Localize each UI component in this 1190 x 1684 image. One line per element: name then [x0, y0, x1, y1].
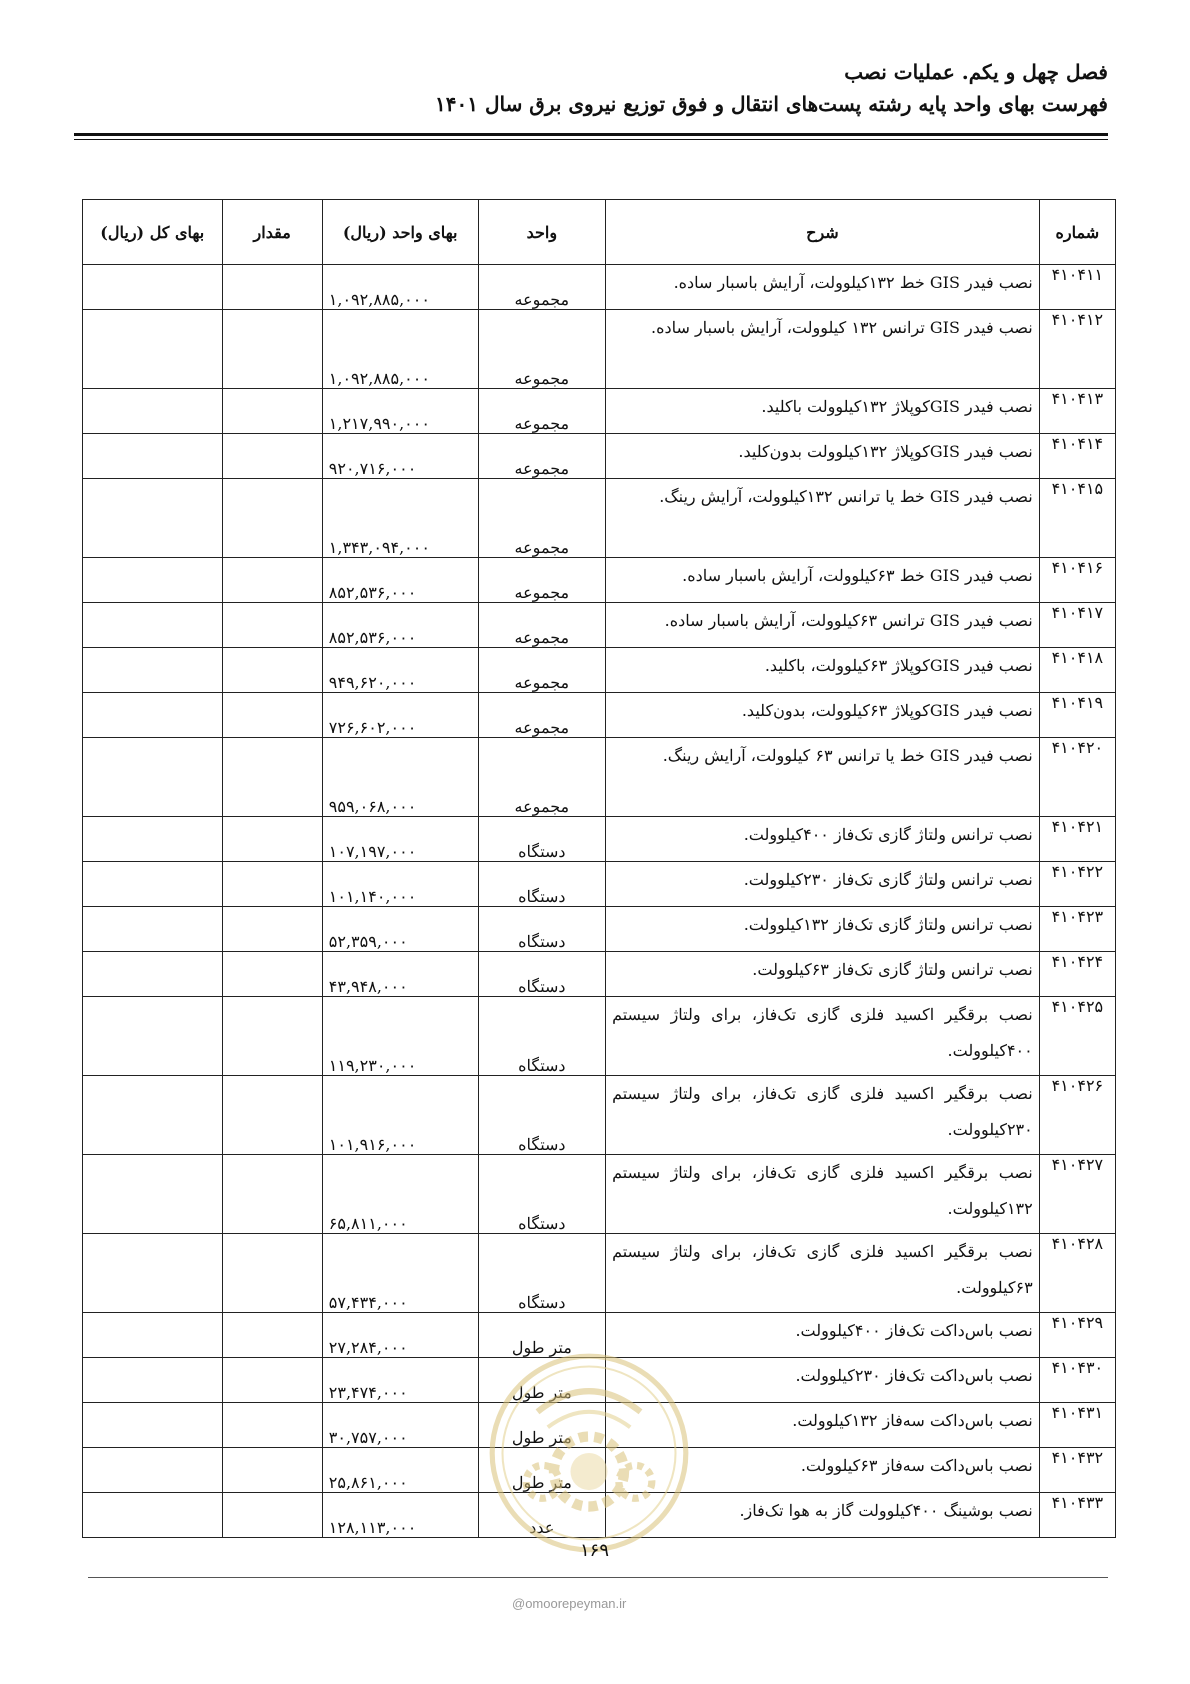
- cell-quantity: [222, 1076, 322, 1155]
- cell-number: ۴۱۰۴۲۹: [1039, 1313, 1115, 1358]
- cell-number: ۴۱۰۴۱۹: [1039, 693, 1115, 738]
- cell-unit-price: ۵۲,۳۵۹,۰۰۰: [322, 907, 478, 952]
- price-list-table: [82, 199, 1116, 1538]
- cell-unit-price: ۱,۳۴۳,۰۹۴,۰۰۰: [322, 479, 478, 558]
- cell-description: نصب برقگیر اکسید فلزی گازی تک‌فاز، برای ولتاژ سیستم ۶۳کیلوولت.: [606, 1234, 1040, 1313]
- cell-unit: دستگاه: [478, 862, 605, 907]
- cell-description: نصب باس‌داکت سه‌فاز ۱۳۲کیلوولت.: [606, 1403, 1040, 1448]
- cell-unit: مجموعه: [478, 648, 605, 693]
- header-rule-thick: [74, 133, 1108, 136]
- cell-description: نصب ترانس ولتاژ گازی تک‌فاز ۱۳۲کیلوولت.: [606, 907, 1040, 952]
- cell-description: نصب باس‌داکت تک‌فاز ۲۳۰کیلوولت.: [606, 1358, 1040, 1403]
- cell-number: ۴۱۰۴۱۸: [1039, 648, 1115, 693]
- table-row: [83, 907, 1116, 952]
- cell-number: ۴۱۰۴۲۷: [1039, 1155, 1115, 1234]
- cell-description: نصب فیدر GISکوپلاژ ۱۳۲کیلوولت بدون‌کلید.: [606, 434, 1040, 479]
- cell-quantity: [222, 434, 322, 479]
- cell-unit-price: ۶۵,۸۱۱,۰۰۰: [322, 1155, 478, 1234]
- cell-total-price: [83, 907, 223, 952]
- cell-description: نصب فیدر GIS ترانس ۱۳۲ کیلوولت، آرایش باسبار ساده.: [606, 310, 1040, 389]
- cell-total-price: [83, 1493, 223, 1538]
- cell-number: ۴۱۰۴۲۴: [1039, 952, 1115, 997]
- cell-unit: مجموعه: [478, 558, 605, 603]
- cell-unit-price: ۱,۰۹۲,۸۸۵,۰۰۰: [322, 310, 478, 389]
- website-watermark: @omoorepeyman.ir: [512, 1596, 627, 1611]
- header-quantity: مقدار: [222, 200, 322, 265]
- cell-number: ۴۱۰۴۱۱: [1039, 265, 1115, 310]
- cell-quantity: [222, 603, 322, 648]
- cell-quantity: [222, 648, 322, 693]
- table-row: [83, 997, 1116, 1076]
- header-unit: واحد: [478, 200, 605, 265]
- cell-number: ۴۱۰۴۲۰: [1039, 738, 1115, 817]
- footer-rule: [88, 1577, 1108, 1578]
- cell-unit: متر طول: [478, 1448, 605, 1493]
- cell-quantity: [222, 1155, 322, 1234]
- cell-unit: دستگاه: [478, 817, 605, 862]
- cell-unit-price: ۳۰,۷۵۷,۰۰۰: [322, 1403, 478, 1448]
- table-row: [83, 648, 1116, 693]
- table-row: [83, 862, 1116, 907]
- table-body: [83, 265, 1116, 1538]
- cell-description: نصب بوشینگ ۴۰۰کیلوولت گاز به هوا تک‌فاز.: [606, 1493, 1040, 1538]
- cell-quantity: [222, 693, 322, 738]
- cell-unit-price: ۱۰۷,۱۹۷,۰۰۰: [322, 817, 478, 862]
- cell-total-price: [83, 1358, 223, 1403]
- cell-quantity: [222, 1358, 322, 1403]
- cell-unit: مجموعه: [478, 389, 605, 434]
- cell-unit-price: ۲۷,۲۸۴,۰۰۰: [322, 1313, 478, 1358]
- cell-total-price: [83, 1448, 223, 1493]
- cell-quantity: [222, 310, 322, 389]
- cell-quantity: [222, 907, 322, 952]
- cell-description: نصب فیدر GIS ترانس ۶۳کیلوولت، آرایش باسبار ساده.: [606, 603, 1040, 648]
- cell-number: ۴۱۰۴۱۳: [1039, 389, 1115, 434]
- cell-number: ۴۱۰۴۲۱: [1039, 817, 1115, 862]
- cell-total-price: [83, 1403, 223, 1448]
- cell-number: ۴۱۰۴۲۲: [1039, 862, 1115, 907]
- cell-unit-price: ۱,۲۱۷,۹۹۰,۰۰۰: [322, 389, 478, 434]
- page-header: [435, 56, 1108, 120]
- page-number: ۱۶۹: [580, 1540, 610, 1561]
- cell-description: نصب ترانس ولتاژ گازی تک‌فاز ۲۳۰کیلوولت.: [606, 862, 1040, 907]
- cell-description: نصب ترانس ولتاژ گازی تک‌فاز ۴۰۰کیلوولت.: [606, 817, 1040, 862]
- table-row: [83, 434, 1116, 479]
- cell-unit: مجموعه: [478, 693, 605, 738]
- cell-unit-price: ۸۵۲,۵۳۶,۰۰۰: [322, 603, 478, 648]
- seal-logo-icon: [486, 1350, 692, 1556]
- table-row: [83, 1155, 1116, 1234]
- cell-description: نصب برقگیر اکسید فلزی گازی تک‌فاز، برای ولتاژ سیستم ۱۳۲کیلوولت.: [606, 1155, 1040, 1234]
- cell-total-price: [83, 434, 223, 479]
- cell-number: ۴۱۰۴۱۵: [1039, 479, 1115, 558]
- cell-unit: دستگاه: [478, 997, 605, 1076]
- cell-quantity: [222, 265, 322, 310]
- cell-unit-price: ۷۲۶,۶۰۲,۰۰۰: [322, 693, 478, 738]
- cell-description: نصب فیدر GISکوپلاژ ۶۳کیلوولت، باکلید.: [606, 648, 1040, 693]
- cell-quantity: [222, 1234, 322, 1313]
- cell-unit: مجموعه: [478, 434, 605, 479]
- cell-total-price: [83, 997, 223, 1076]
- cell-unit: عدد: [478, 1493, 605, 1538]
- cell-description: نصب فیدر GISکوپلاژ ۶۳کیلوولت، بدون‌کلید.: [606, 693, 1040, 738]
- table-row: [83, 817, 1116, 862]
- cell-description: نصب فیدر GIS خط یا ترانس ۶۳ کیلوولت، آرایش رینگ.: [606, 738, 1040, 817]
- table-row: [83, 265, 1116, 310]
- cell-unit: مجموعه: [478, 479, 605, 558]
- cell-unit-price: ۹۴۹,۶۲۰,۰۰۰: [322, 648, 478, 693]
- cell-number: ۴۱۰۴۳۱: [1039, 1403, 1115, 1448]
- table-row: [83, 479, 1116, 558]
- cell-number: ۴۱۰۴۳۲: [1039, 1448, 1115, 1493]
- cell-quantity: [222, 1493, 322, 1538]
- cell-total-price: [83, 862, 223, 907]
- cell-unit-price: ۱۱۹,۲۳۰,۰۰۰: [322, 997, 478, 1076]
- cell-quantity: [222, 558, 322, 603]
- cell-unit-price: ۱۲۸,۱۱۳,۰۰۰: [322, 1493, 478, 1538]
- cell-unit-price: ۲۳,۴۷۴,۰۰۰: [322, 1358, 478, 1403]
- table-row: [83, 1234, 1116, 1313]
- table-row: [83, 693, 1116, 738]
- cell-quantity: [222, 1403, 322, 1448]
- cell-description: نصب باس‌داکت تک‌فاز ۴۰۰کیلوولت.: [606, 1313, 1040, 1358]
- cell-number: ۴۱۰۴۱۴: [1039, 434, 1115, 479]
- cell-total-price: [83, 558, 223, 603]
- cell-unit: دستگاه: [478, 907, 605, 952]
- cell-total-price: [83, 389, 223, 434]
- cell-total-price: [83, 952, 223, 997]
- cell-unit: دستگاه: [478, 1076, 605, 1155]
- cell-quantity: [222, 952, 322, 997]
- cell-total-price: [83, 310, 223, 389]
- cell-description: نصب باس‌داکت سه‌فاز ۶۳کیلوولت.: [606, 1448, 1040, 1493]
- cell-number: ۴۱۰۴۲۸: [1039, 1234, 1115, 1313]
- cell-unit-price: ۴۳,۹۴۸,۰۰۰: [322, 952, 478, 997]
- cell-description: نصب فیدر GISکوپلاژ ۱۳۲کیلوولت باکلید.: [606, 389, 1040, 434]
- cell-quantity: [222, 1313, 322, 1358]
- cell-number: ۴۱۰۴۱۷: [1039, 603, 1115, 648]
- cell-total-price: [83, 479, 223, 558]
- cell-number: ۴۱۰۴۲۵: [1039, 997, 1115, 1076]
- cell-quantity: [222, 479, 322, 558]
- table-header-row: [83, 200, 1116, 265]
- cell-unit: دستگاه: [478, 1234, 605, 1313]
- cell-total-price: [83, 265, 223, 310]
- cell-unit-price: ۱۰۱,۹۱۶,۰۰۰: [322, 1076, 478, 1155]
- cell-total-price: [83, 1076, 223, 1155]
- table-row: [83, 389, 1116, 434]
- cell-quantity: [222, 389, 322, 434]
- cell-number: ۴۱۰۴۲۶: [1039, 1076, 1115, 1155]
- cell-unit: مجموعه: [478, 265, 605, 310]
- cell-total-price: [83, 1155, 223, 1234]
- cell-description: نصب فیدر GIS خط یا ترانس ۱۳۲کیلوولت، آرایش رینگ.: [606, 479, 1040, 558]
- header-rule-thin: [74, 139, 1108, 140]
- cell-unit: مجموعه: [478, 603, 605, 648]
- cell-total-price: [83, 738, 223, 817]
- cell-unit-price: ۸۵۲,۵۳۶,۰۰۰: [322, 558, 478, 603]
- cell-number: ۴۱۰۴۱۶: [1039, 558, 1115, 603]
- table-row: [83, 1076, 1116, 1155]
- cell-unit-price: ۹۵۹,۰۶۸,۰۰۰: [322, 738, 478, 817]
- header-description: شرح: [606, 200, 1040, 265]
- cell-quantity: [222, 817, 322, 862]
- cell-quantity: [222, 1448, 322, 1493]
- cell-number: ۴۱۰۴۳۳: [1039, 1493, 1115, 1538]
- cell-unit-price: ۱,۰۹۲,۸۸۵,۰۰۰: [322, 265, 478, 310]
- cell-total-price: [83, 1313, 223, 1358]
- table-row: [83, 738, 1116, 817]
- cell-quantity: [222, 997, 322, 1076]
- header-number: شماره: [1039, 200, 1115, 265]
- document-subtitle: فهرست بهای واحد پایه رشته پست‌های انتقال و فوق توزیع نیروی برق سال ۱۴۰۱: [435, 92, 1108, 116]
- cell-unit-price: ۹۲۰,۷۱۶,۰۰۰: [322, 434, 478, 479]
- table-row: [83, 952, 1116, 997]
- cell-unit: متر طول: [478, 1403, 605, 1448]
- chapter-title: فصل چهل و یکم. عملیات نصب: [844, 60, 1108, 84]
- cell-description: نصب برقگیر اکسید فلزی گازی تک‌فاز، برای ولتاژ سیستم ۴۰۰کیلوولت.: [606, 997, 1040, 1076]
- cell-total-price: [83, 693, 223, 738]
- cell-quantity: [222, 862, 322, 907]
- header-unit-price: بهای واحد (ریال): [322, 200, 478, 265]
- cell-description: نصب برقگیر اکسید فلزی گازی تک‌فاز، برای ولتاژ سیستم ۲۳۰کیلوولت.: [606, 1076, 1040, 1155]
- table-row: [83, 310, 1116, 389]
- cell-unit: مجموعه: [478, 310, 605, 389]
- cell-number: ۴۱۰۴۳۰: [1039, 1358, 1115, 1403]
- cell-unit-price: ۵۷,۴۳۴,۰۰۰: [322, 1234, 478, 1313]
- table-row: [83, 558, 1116, 603]
- cell-unit-price: ۱۰۱,۱۴۰,۰۰۰: [322, 862, 478, 907]
- cell-unit-price: ۲۵,۸۶۱,۰۰۰: [322, 1448, 478, 1493]
- cell-description: نصب ترانس ولتاژ گازی تک‌فاز ۶۳کیلوولت.: [606, 952, 1040, 997]
- cell-total-price: [83, 648, 223, 693]
- cell-unit: متر طول: [478, 1358, 605, 1403]
- cell-total-price: [83, 817, 223, 862]
- table-row: [83, 603, 1116, 648]
- cell-unit: دستگاه: [478, 1155, 605, 1234]
- cell-unit: مجموعه: [478, 738, 605, 817]
- cell-total-price: [83, 603, 223, 648]
- cell-number: ۴۱۰۴۲۳: [1039, 907, 1115, 952]
- cell-description: نصب فیدر GIS خط ۶۳کیلوولت، آرایش باسبار ساده.: [606, 558, 1040, 603]
- header-total-price: بهای کل (ریال): [83, 200, 223, 265]
- cell-number: ۴۱۰۴۱۲: [1039, 310, 1115, 389]
- cell-total-price: [83, 1234, 223, 1313]
- cell-description: نصب فیدر GIS خط ۱۳۲کیلوولت، آرایش باسبار ساده.: [606, 265, 1040, 310]
- cell-quantity: [222, 738, 322, 817]
- cell-unit: متر طول: [478, 1313, 605, 1358]
- cell-unit: دستگاه: [478, 952, 605, 997]
